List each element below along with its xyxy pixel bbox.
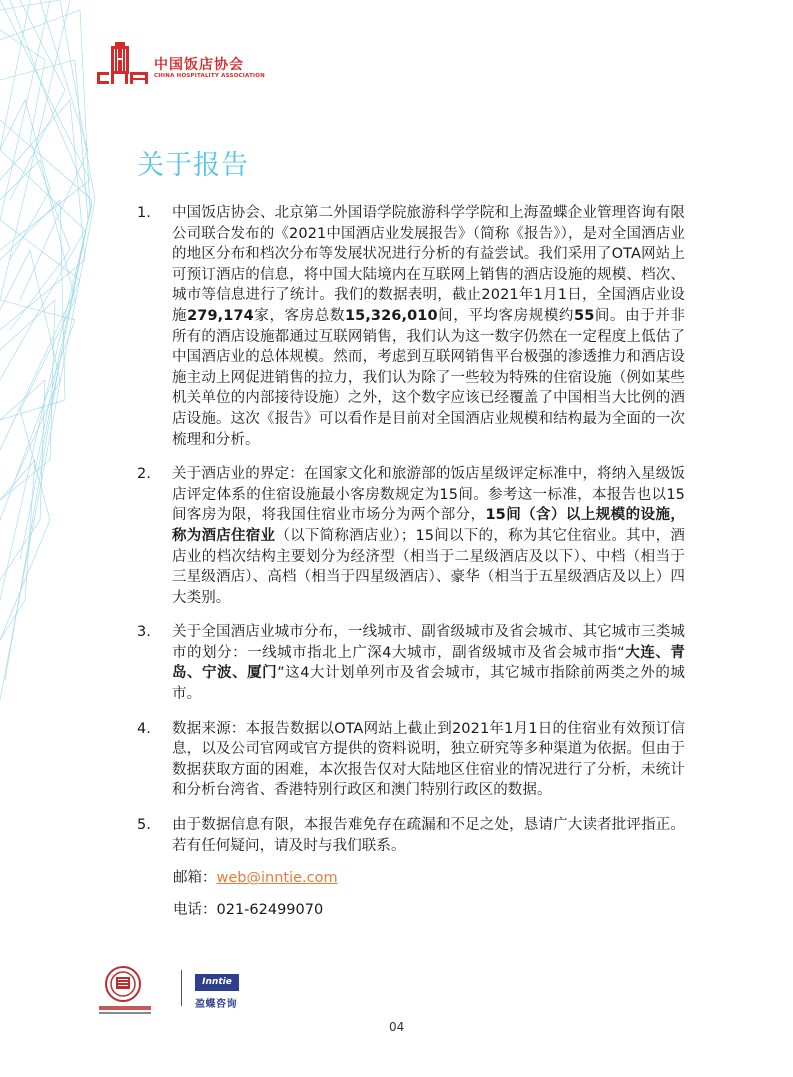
item-text <box>172 203 685 450</box>
inntie-logo: Inntie <box>195 974 239 991</box>
phone-row <box>173 900 685 920</box>
text-segment: ”这4大计划单列市及省会城市，其它城市指除前两类之外的城市。 <box>172 665 685 703</box>
list-item <box>137 464 685 608</box>
logo-english-name: CHINA HOSPITALITY ASSOCIATION <box>154 73 265 79</box>
list-item <box>137 815 685 856</box>
item-number: 2. <box>137 466 151 483</box>
text-segment: 间，平均客房规模约 <box>437 307 575 324</box>
item-number: 1. <box>137 205 151 221</box>
email-label: 邮箱： <box>173 870 217 887</box>
bold-text-segment: 55 <box>574 307 595 324</box>
text-segment: 中国饭店协会、北京第二外国语学院旅游科学学院和上海盈蝶企业管理咨询有限公司联合发布的《2021中国酒店业发展报告》（简称《报告》），是对全国酒店业的地区分布和档次分布等发展状况进行分析的有益尝试。我们采用了OTA网站上可预订酒店的信息，将中国大陆境内在互联网上销售的酒店设施的规模、档次、城市等信息进行了统计。我们的数据表明，截止2021年1月1日，全国酒店业设施 <box>172 205 685 324</box>
item-number: 4. <box>137 720 151 737</box>
text-segment: 间。由于并非所有的酒店设施都通过互联网销售，我们认为这一数字仍然在一定程度上低估了中国酒店业的总体规模。然而，考虑到互联网销售平台极强的渗透推力和酒店设施主动上网促进销售的拉力，我们认为除了一些较为特殊的住宿设施（例如某些机关单位的内部接待设施）之外，这个数字应该已经覆盖了中国相当大比例的酒店设施。这次《报告》可以看作是目前对全国酒店业规模和结构最为全面的一次梳理和分析。 <box>172 307 685 448</box>
text-segment: 数据来源：本报告数据以OTA网站上截止到2021年1月1日的住宿业有效预订信息，以及公司官网或官方提供的资料说明，独立研究等多种渠道为依据。但由于数据获取方面的困难，本次报告仅对大陆地区住宿业的情况进行了分析，未统计和分析台湾省、香港特别行政区和澳门特别行政区的数据。 <box>172 720 685 799</box>
email-link[interactable]: web@inntie.com <box>216 870 338 887</box>
cha-building-icon <box>97 40 149 86</box>
item-text <box>172 815 685 856</box>
text-segment: 由于数据信息有限，本报告难免存在疏漏和不足之处，恳请广大读者批评指正。若有任何疑问，请及时与我们联系。 <box>172 817 685 854</box>
item-text <box>172 719 685 801</box>
logo-divider <box>181 970 182 1006</box>
bisu-emblem-icon <box>95 962 175 1022</box>
list-item <box>137 203 685 450</box>
decorative-wireframe-lines <box>0 0 110 700</box>
phone-label: 电话： <box>173 902 217 919</box>
bold-text-segment: 15间（含）以上规模的设施，称为酒店住宿业 <box>172 507 685 544</box>
item-text <box>172 464 685 608</box>
text-segment: 关于全国酒店业城市分布，一线城市、副省级城市及省会城市、其它城市三类城市的划分：一线城市指北上广深4大城市，副省级城市及省会城市指“ <box>172 624 685 661</box>
page-title: 关于报告 <box>137 150 249 181</box>
report-notes-list <box>137 203 685 932</box>
text-segment: 家，客房总数 <box>253 307 345 324</box>
bold-text-segment: 15,326,010 <box>344 307 438 324</box>
text-segment: （以下简称酒店业）；15间以下的，称为其它住宿业。其中，酒店业的档次结构主要划分为经济型（相当于二星级酒店及以下）、中档（相当于三星级酒店）、高档（相当于四星级酒店）、豪华（相当于五星级酒店及以上）四大类别。 <box>172 527 685 606</box>
item-number: 3. <box>137 624 151 641</box>
china-hospitality-association-logo <box>97 40 265 90</box>
footer-logos <box>95 962 265 1022</box>
list-item <box>137 622 685 704</box>
inntie-chinese-name: 盈蝶咨询 <box>195 999 237 1010</box>
text-segment: 关于酒店业的界定：在国家文化和旅游部的饭店星级评定标准中，将纳入星级饭店评定体系的住宿设施最小客房数规定为15间。参考这一标准，本报告也以15间客房为限，将我国住宿业市场分为两个部分， <box>172 466 685 524</box>
email-row <box>173 868 685 888</box>
list-item <box>137 719 685 801</box>
item-text <box>172 622 685 704</box>
bold-text-segment: 大连、青岛、宁波、厦门 <box>172 644 685 682</box>
phone-number: 021-62499070 <box>216 902 324 919</box>
contact-info <box>173 868 685 920</box>
page-number: 04 <box>389 1020 405 1034</box>
item-number: 5. <box>137 817 151 834</box>
bold-text-segment: 279,174 <box>187 307 254 324</box>
logo-chinese-name: 中国饭店协会 <box>154 57 244 73</box>
